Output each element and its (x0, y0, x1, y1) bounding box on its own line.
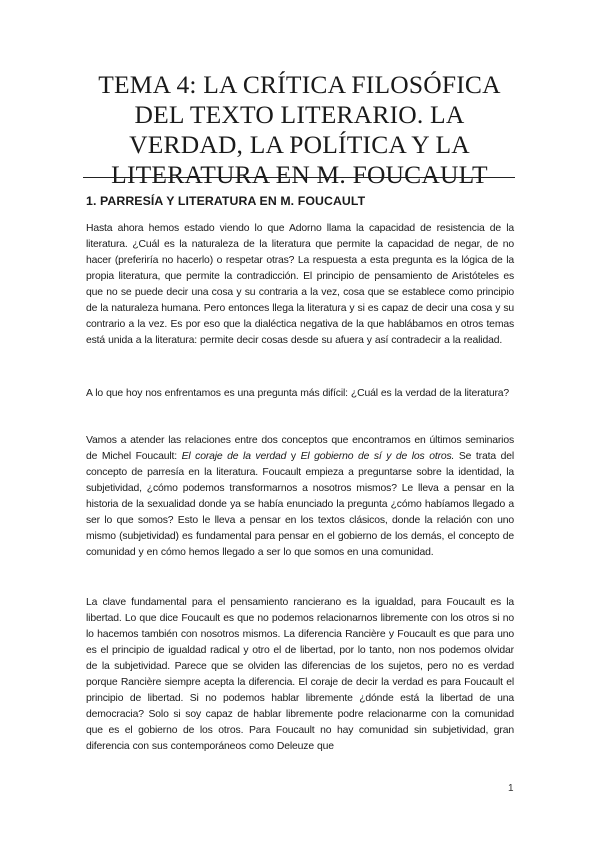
title-divider (83, 177, 515, 178)
document-title: TEMA 4: LA CRÍTICA FILOSÓFICA DEL TEXTO LITERARIO. LA VERDAD, LA POLÍTICA Y LA LITERATURA EN M. FOUCAULT (98, 70, 501, 189)
page-number: 1 (508, 783, 514, 794)
paragraph-3 (86, 433, 514, 561)
paragraph-4: La clave fundamental para el pensamiento rancierano es la igualdad, para Foucault es la libertad. Lo que dice Foucault es que no podemos relacionarnos libremente con los otros si no lo hacemos también con nosotros mismos. La diferencia Rancière y Foucault es que para uno es el principio de igualdad radical y otro el de libertad, por lo tanto, non nos podemos olvidar de la subjetividad. Parece que se olviden las diferencias de los sujetos, pero no es verdad porque Rancière siempre acepta la diferencia. El coraje de decir la verdad es para Foucault el principio de libertad. Si no podemos hablar libremente ¿dónde está la libertad de una democracia? Solo si soy capaz de hablar libremente podre relacionarme con la comunidad que es el gobierno de los otros. Para Foucault no hay comunidad sin subjetividad, gran diferencia con sus contemporáneos como Deleuze que (86, 597, 514, 752)
paragraph-3-conjunction: y (286, 450, 301, 462)
book-title-gobierno: El gobierno de sí y de los otros. (300, 450, 455, 462)
paragraph-2: A lo que hoy nos enfrentamos es una pregunta más difícil: ¿Cuál es la verdad de la literatura? (86, 388, 510, 399)
paragraph-3-body: Se trata del concepto de parresía en la literatura. Foucault empieza a preguntarse sobre la identidad, la subjetividad, ¿cómo podemos transformarnos a nosotros mismos? Le lleva a pensar en la historia de la sexualidad donde ya se había enunciado la pregunta ¿cómo habíamos llegado a ser lo que somos? Esto le lleva a pensar en los textos clásicos, donde la relación con uno mismo (subjetividad) es fundamental para pensar en el gobierno de los demás, el concepto de comunidad y en cómo hemos llegado a ser lo que somos en una comunidad. (86, 450, 514, 558)
book-title-coraje: El coraje de la verdad (181, 450, 287, 462)
paragraph-1: Hasta ahora hemos estado viendo lo que Adorno llama la capacidad de resistencia de la literatura. ¿Cuál es la naturaleza de la literatura que permite la capacidad de negar, de no hacer (preferiría no hacerlo) o respetar otras? La respuesta a esta pregunta es la lógica de la propia literatura, que permite la contradicción. El principio de pensamiento de Aristóteles es que no se puede decir una cosa y su contraria a la vez, cosa que se establece como principio de la naturaleza humana. Pero entonces llega la literatura y si es capaz de decir una cosa y su contrario a la vez. Es por eso que la dialéctica negativa de la que hablábamos en otros temas está unida a la literatura: permite decir cosas desde su afuera y así contradecir a la realidad. (86, 223, 514, 346)
paragraph-3-intro: Vamos a atender las relaciones entre dos conceptos que encontramos en últimos seminarios de Michel Foucault: (86, 435, 514, 462)
section-heading: 1. PARRESÍA Y LITERATURA EN M. FOUCAULT (86, 194, 366, 208)
